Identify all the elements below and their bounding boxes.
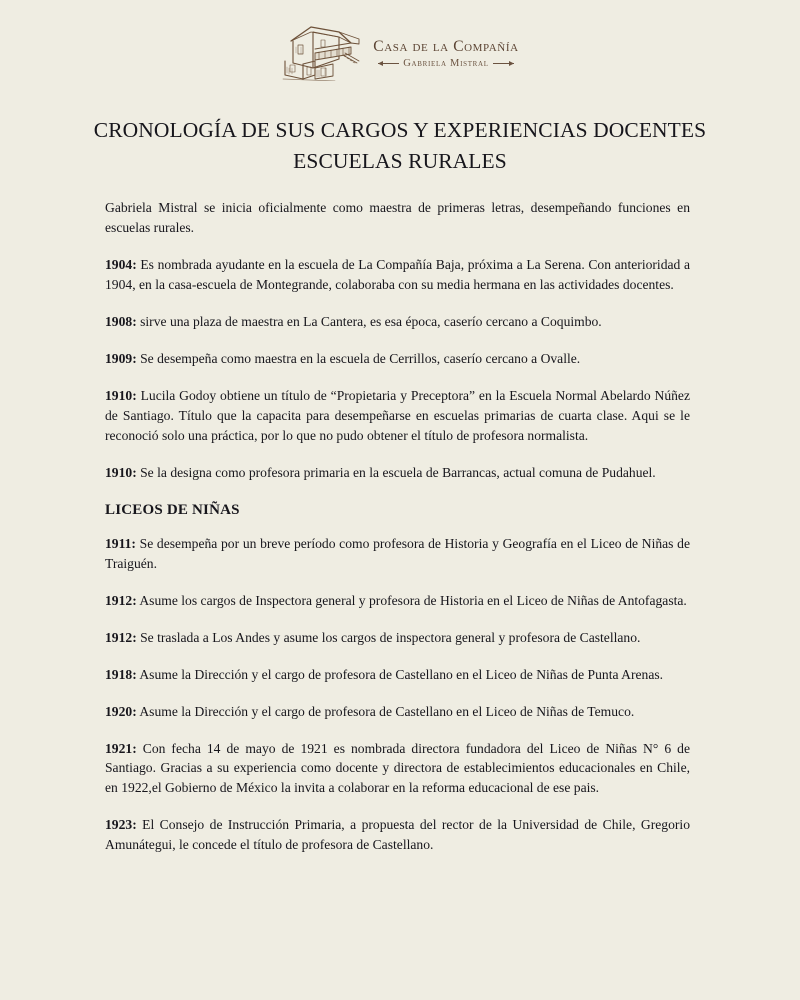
entry-1909 xyxy=(105,349,690,369)
entry-year: 1910: xyxy=(105,464,137,480)
logo-wordmark xyxy=(373,35,519,69)
entry-text: Es nombrada ayudante en la escuela de La Compañía Baja, próxima a La Serena. Con anterioridad a 1904, en la casa-escuela de Montegrande, colaboraba con su media hermana en las actividades docentes. xyxy=(105,256,690,292)
entry-year: 1912: xyxy=(105,592,137,608)
entry-1904 xyxy=(105,255,690,295)
entry-text: sirve una plaza de maestra en La Cantera, es esa época, caserío cercano a Coquimbo. xyxy=(136,313,602,329)
site-logo xyxy=(281,23,519,81)
entry-text: El Consejo de Instrucción Primaria, a propuesta del rector de la Universidad de Chile, Gregorio Amunátegui, le concede el título de profesora de Castellano. xyxy=(105,817,690,853)
entry-1912-los-andes xyxy=(105,628,690,648)
entry-text: Asume la Dirección y el cargo de profesora de Castellano en el Liceo de Niñas de Punta Arenas. xyxy=(136,666,664,682)
entry-text: Asume los cargos de Inspectora general y profesora de Historia en el Liceo de Niñas de Antofagasta. xyxy=(136,592,687,608)
entry-text: Con fecha 14 de mayo de 1921 es nombrada directora fundadora del Liceo de Niñas N° 6 de Santiago. Gracias a su experiencia como docente y directora de establecimientos educacionales en Chile, en 1922,el Gobierno de México la invita a colaborar en la reforma educacional de ese pais. xyxy=(105,740,690,796)
logo-title: Casa de la Compañía xyxy=(373,37,519,55)
entry-1911 xyxy=(105,534,690,574)
entry-text: Se desempeña por un breve período como profesora de Historia y Geografía en el Liceo de Niñas de Traiguén. xyxy=(105,535,690,571)
left-arrow-rule-icon xyxy=(373,60,399,67)
entry-year: 1904: xyxy=(105,256,137,272)
entry-1918 xyxy=(105,665,690,685)
document-body xyxy=(105,198,690,855)
entry-1920 xyxy=(105,702,690,722)
entry-year: 1920: xyxy=(105,703,137,719)
page-title-line-2: ESCUELAS RURALES xyxy=(293,148,507,173)
logo-subtitle: Gabriela Mistral xyxy=(403,58,489,70)
entry-1910-barrancas xyxy=(105,463,690,483)
entry-year: 1912: xyxy=(105,629,137,645)
right-arrow-rule-icon xyxy=(493,60,519,67)
entry-1921 xyxy=(105,739,690,799)
entry-year: 1908: xyxy=(105,313,137,329)
intro-paragraph xyxy=(105,198,690,238)
entry-year: 1921: xyxy=(105,740,137,756)
entry-year: 1910: xyxy=(105,387,137,403)
entry-year: 1909: xyxy=(105,350,137,366)
house-sketch-icon xyxy=(281,23,367,81)
entry-year: 1918: xyxy=(105,666,137,682)
entry-1908 xyxy=(105,312,690,332)
page-title xyxy=(0,81,800,176)
entry-text: Se desempeña como maestra en la escuela de Cerrillos, caserío cercano a Ovalle. xyxy=(136,350,581,366)
entry-year: 1911: xyxy=(105,535,136,551)
entry-1912-antofagasta xyxy=(105,591,690,611)
entry-text: Lucila Godoy obtiene un título de “Propietaria y Preceptora” en la Escuela Normal Abelardo Núñez de Santiago. Título que la capacita para desempeñarse en escuelas primarias de cuarta clase. Aqui se le reconoció solo una práctica, por lo que no pudo obtener el título de profesora normalista. xyxy=(105,387,690,443)
section-heading-liceos: LICEOS DE NIÑAS xyxy=(105,501,240,518)
entry-1923 xyxy=(105,815,690,855)
entry-text: Asume la Dirección y el cargo de profesora de Castellano en el Liceo de Niñas de Temuco. xyxy=(136,703,635,719)
entry-text: Se la designa como profesora primaria en la escuela de Barrancas, actual comuna de Pudahuel. xyxy=(136,464,656,480)
logo-subtitle-row xyxy=(373,58,519,69)
page-title-line-1: CRONOLOGÍA DE SUS CARGOS Y EXPERIENCIAS DOCENTES xyxy=(93,118,707,142)
entry-1910-titulo xyxy=(105,386,690,446)
entry-text: Se traslada a Los Andes y asume los cargos de inspectora general y profesora de Castellano. xyxy=(136,629,641,645)
entry-year: 1923: xyxy=(105,817,137,833)
intro-text: Gabriela Mistral se inicia oficialmente como maestra de primeras letras, desempeñando funciones en escuelas rurales. xyxy=(105,200,690,235)
masthead xyxy=(0,0,800,81)
